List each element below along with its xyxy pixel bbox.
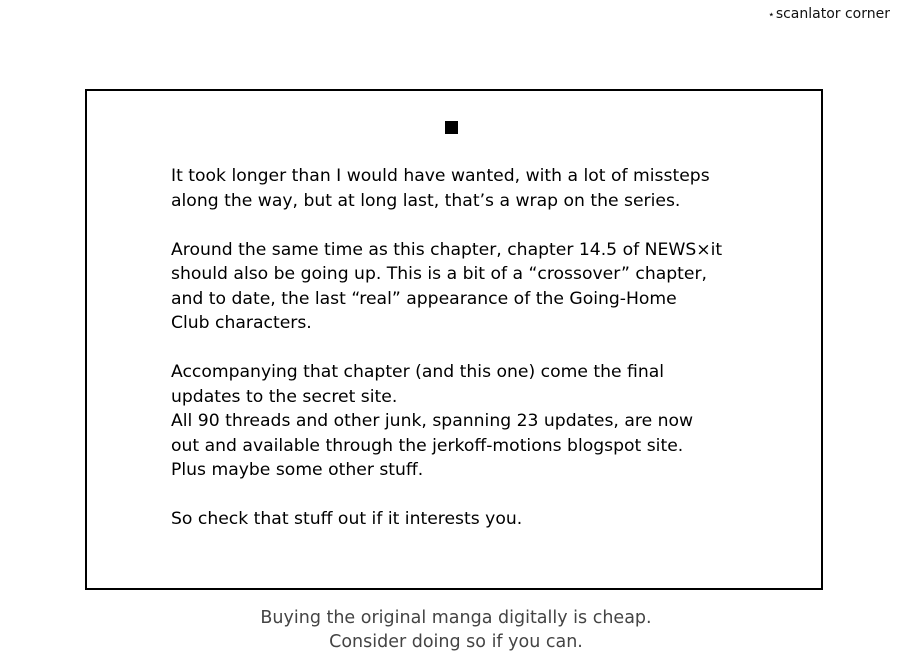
text-line: It took longer than I would have wanted, with a lot of missteps [171, 166, 710, 186]
square-bullet-icon [445, 121, 458, 134]
text-line: So check that stuff out if it interests you. [171, 509, 523, 529]
footer-line: Buying the original manga digitally is cheap. [260, 608, 652, 628]
text-line: Plus maybe some other stuff. [171, 460, 424, 480]
text-line: updates to the secret site. [171, 386, 398, 407]
footer-line: Consider doing so if you can. [329, 632, 583, 652]
note-box [85, 89, 823, 590]
paragraph-4 [171, 507, 811, 532]
text-line: All 90 threads and other junk, spanning 23 updates, are now [171, 411, 694, 431]
paragraph-2 [171, 238, 811, 336]
text-line: out and available through the jerkoff-motions blogspot site. [171, 435, 684, 456]
corner-label-text: scanlator corner [775, 6, 890, 22]
paragraph-1 [171, 164, 811, 213]
text-line: Around the same time as this chapter, chapter 14.5 of NEWS×it [171, 239, 723, 260]
text-line: Club characters. [171, 313, 312, 333]
text-line: Accompanying that chapter (and this one) come the final [171, 362, 665, 382]
star-icon: ⋆ [767, 8, 775, 21]
paragraph-3 [171, 360, 811, 483]
text-line: and to date, the last “real” appearance of the Going-Home [171, 288, 677, 309]
text-line: along the way, but at long last, that’s a wrap on the series. [171, 190, 681, 211]
text-line: should also be going up. This is a bit of a “crossover” chapter, [171, 264, 707, 284]
scanlator-corner-label [768, 6, 890, 22]
footer-note [0, 606, 900, 654]
note-body [171, 164, 811, 556]
